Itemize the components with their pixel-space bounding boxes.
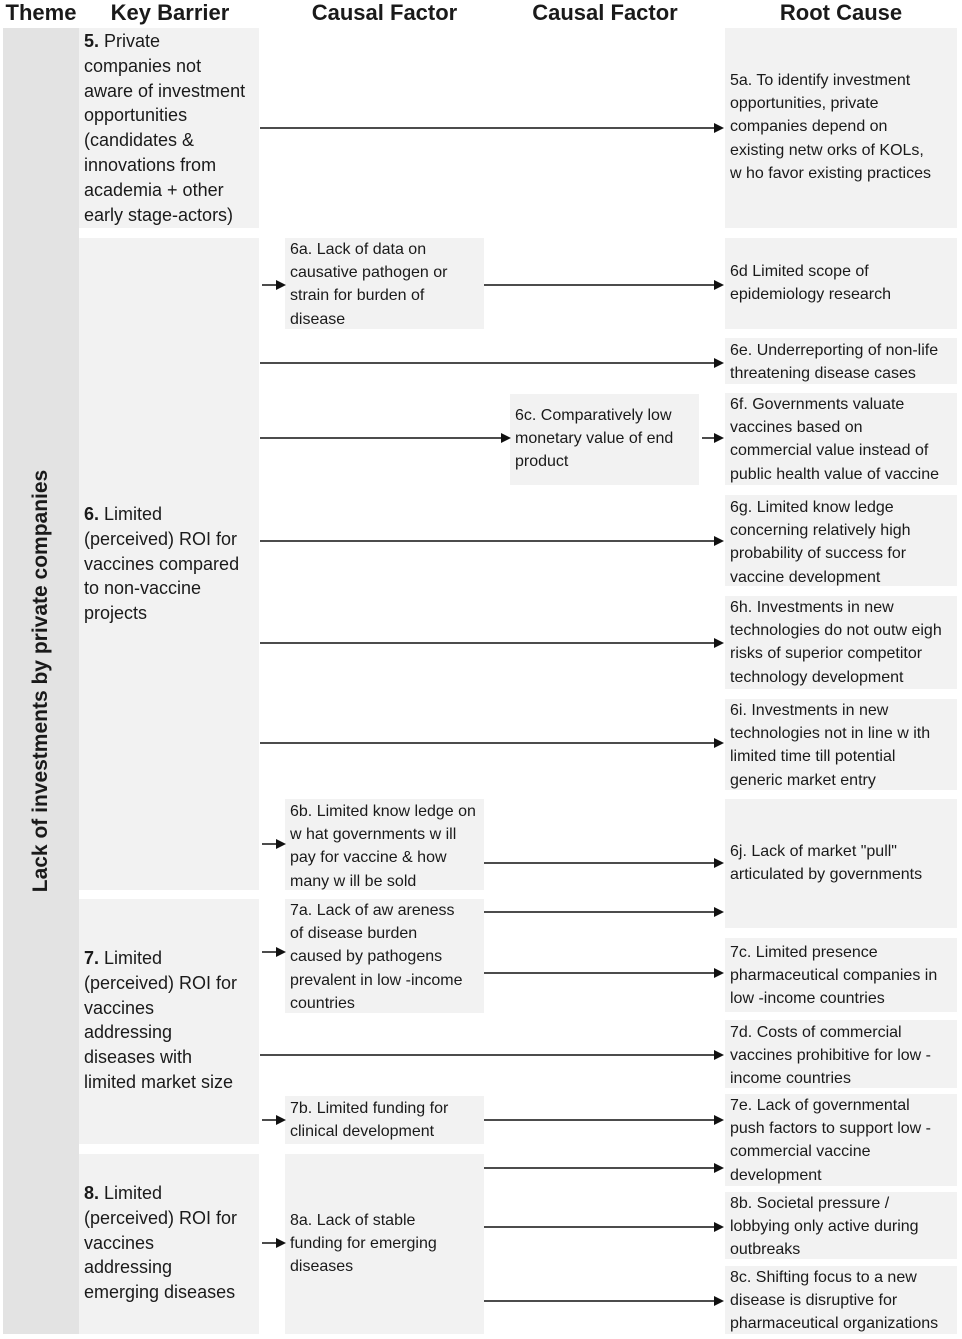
root-cause-6g: 6g. Limited know ledge concerning relatively high probability of success for vaccine development	[730, 499, 911, 586]
root-cause-6f: 6f. Governments valuate vaccines based on commercial value instead of public health value of vaccine	[730, 396, 940, 483]
key-barrier-6-number: 6.	[84, 504, 100, 524]
causal-factor-8a: 8a. Lack of stable funding for emerging diseases	[290, 1212, 437, 1276]
key-barrier-5-number: 5.	[84, 31, 100, 51]
key-barrier-7-number: 7.	[84, 948, 100, 968]
root-cause-5a: 5a. To identify investment opportunities, private companies depend on existing netw orks of KOLs, w ho favor existing practices	[730, 72, 931, 182]
header-root-cause: Root Cause	[779, 0, 903, 25]
root-cause-8b: 8b. Societal pressure / lobbying only active during outbreaks	[730, 1195, 919, 1259]
key-barrier-5-text: Private companies not aware of investment opportunities (candidates & innovations from academia + other early stage-actors)	[84, 31, 246, 225]
root-cause-7e: 7e. Lack of governmental push factors to support low - commercial vaccine development	[730, 1097, 931, 1184]
root-cause-6e: 6e. Underreporting of non-life threatening disease cases	[730, 342, 939, 383]
root-cause-7d: 7d. Costs of commercial vaccines prohibitive for low - income countries	[730, 1024, 931, 1088]
causal-factor-6c: 6c. Comparatively low monetary value of end product	[515, 407, 674, 471]
causal-factor-6b: 6b. Limited know ledge on w hat governments w ill pay for vaccine & how many w ill be sold	[290, 803, 476, 890]
root-cause-7c: 7c. Limited presence pharmaceutical companies in low -income countries	[730, 944, 938, 1008]
key-barrier-6-text: Limited (perceived) ROI for vaccines compared to non-vaccine projects	[84, 504, 240, 624]
root-cause-6h: 6h. Investments in new technologies do not outw eigh risks of superior competitor technology development	[730, 599, 942, 686]
header-causal-factor-1: Causal Factor	[311, 0, 458, 25]
header-causal-factor-2: Causal Factor	[532, 0, 678, 25]
root-cause-8c: 8c. Shifting focus to a new disease is disruptive for pharmaceutical organizations	[730, 1269, 939, 1333]
root-cause-6d: 6d Limited scope of epidemiology research	[730, 263, 891, 304]
causal-factor-7b: 7b. Limited funding for clinical development	[290, 1100, 449, 1141]
key-barrier-8-text: Limited (perceived) ROI for vaccines addressing emerging diseases	[84, 1183, 238, 1303]
header-theme: Theme	[5, 0, 77, 25]
root-cause-6i: 6i. Investments in new technologies not in line w ith limited time till potential generic market entry	[730, 702, 931, 789]
root-cause-6j: 6j. Lack of market "pull" articulated by governments	[730, 843, 923, 884]
key-barrier-7-text: Limited (perceived) ROI for vaccines addressing diseases with limited market size	[84, 948, 238, 1092]
causal-factor-7a: 7a. Lack of aw areness of disease burden caused by pathogens prevalent in low -income countries	[290, 902, 463, 1012]
causal-factor-6a: 6a. Lack of data on causative pathogen or strain for burden of disease	[290, 241, 448, 328]
key-barrier-8-number: 8.	[84, 1183, 100, 1203]
theme-label: Lack of investments by private companies	[29, 469, 52, 893]
header-key-barrier: Key Barrier	[110, 0, 230, 25]
